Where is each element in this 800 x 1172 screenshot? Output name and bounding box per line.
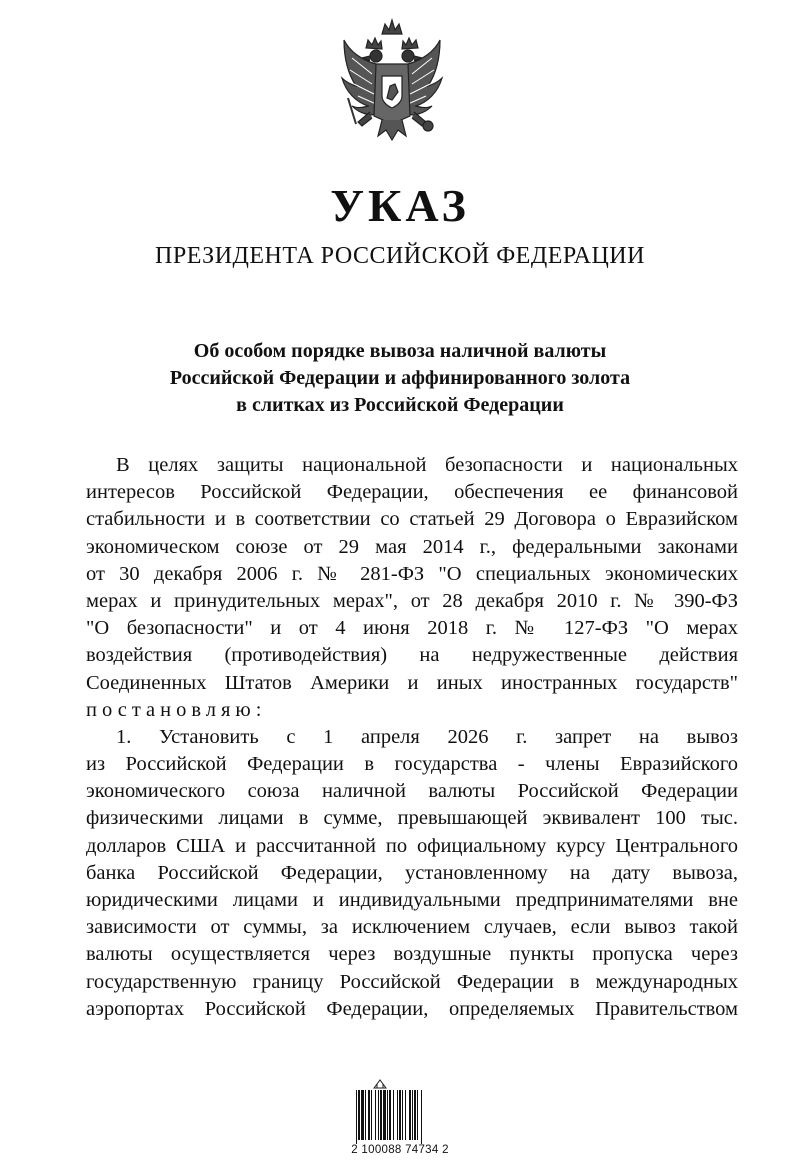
body-line: мерах и принудительных мерах", от 28 декабря 2010 г. № 390-ФЗ [86,589,738,612]
body-line: банка Российской Федерации, установленному на дату вывоза, [86,861,738,884]
body-line: от 30 декабря 2006 г. № 281-ФЗ "О специальных экономических [86,562,738,585]
barcode-icon [356,1090,446,1144]
decree-body [86,452,738,1023]
decree-heading [0,338,800,419]
barcode-block [350,1078,450,1164]
body-line: интересов Российской Федерации, обеспечения ее финансовой [86,481,738,504]
heading-line: Российской Федерации и аффинированного золота [169,367,631,389]
body-line: экономического союза наличной валюты Российской Федерации [86,780,738,803]
body-line: зависимости от суммы, за исключением случаев, если вывоз такой [86,916,738,939]
body-line: стабильности и в соответствии со статьей 29 Договора о Евразийском [86,508,738,531]
body-line: Соединенных Штатов Америки и иных иностранных государств" [86,671,738,694]
body-line: физическими лицами в сумме, превышающей эквивалент 100 тыс. [86,807,738,830]
body-line: 1. Установить с 1 апреля 2026 г. запрет на вывоз [116,725,738,748]
document-title: УКАЗ [330,180,470,231]
barcode-number: 2 100088 74734 2 [351,1144,449,1156]
body-line: аэропортах Российской Федерации, определяемых Правительством [86,997,738,1020]
body-line: экономическом союзе от 29 мая 2014 г., федеральными законами [86,535,738,558]
heading-line: в слитках из Российской Федерации [236,394,564,416]
body-line: "О безопасности" и от 4 июня 2018 г. № 127-ФЗ "О мерах [86,617,738,640]
body-line: В целях защиты национальной безопасности и национальных [116,454,738,476]
body-line: валюты осуществляется через воздушные пункты пропуска через [86,943,738,966]
body-line: юридическими лицами и индивидуальными предпринимателями вне [86,889,738,911]
body-line-postanovlyayu: постановляю: [86,698,267,721]
body-line: государственную границу Российской Федерации в международных [86,970,738,993]
document-subtitle: ПРЕЗИДЕНТА РОССИЙСКОЙ ФЕДЕРАЦИИ [155,243,645,269]
body-line: воздействия (противодействия) на недружественные действия [86,644,738,667]
body-line: долларов США и рассчитанной по официальному курсу Центрального [86,834,738,857]
body-line: из Российской Федерации в государства - члены Евразийского [86,753,738,776]
press-mark-icon [372,1078,388,1090]
coat-of-arms-icon [332,12,452,162]
heading-line: Об особом порядке вывоза наличной валюты [193,340,607,362]
